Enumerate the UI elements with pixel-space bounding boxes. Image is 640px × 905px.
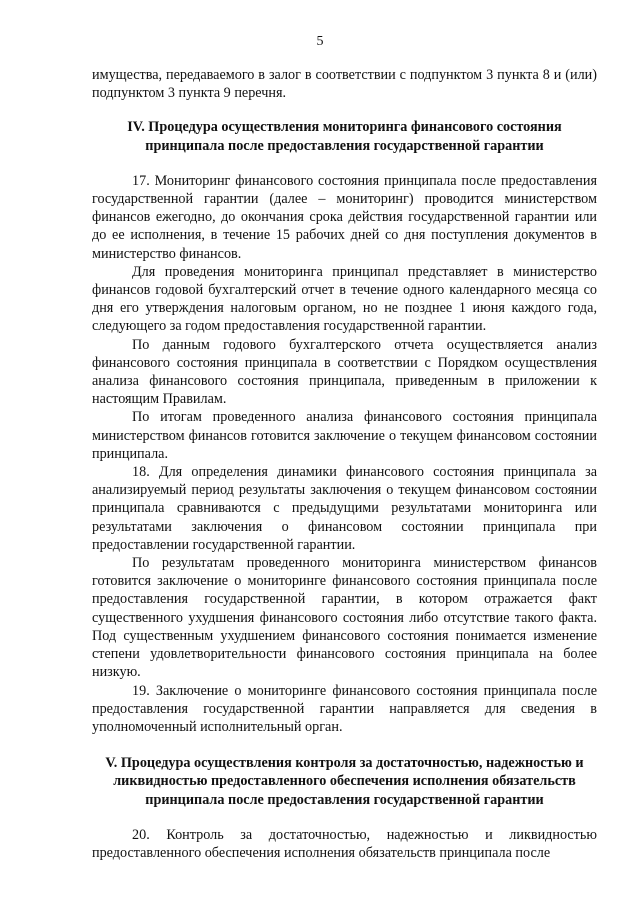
paragraph-19: 19. Заключение о мониторинге финансового состояния принципала после предоставления государственной гарантии направляется для сведения в уполномоченный исполнительный орган. [92,682,597,735]
paragraph-analysis: По данным годового бухгалтерского отчета осуществляется анализ финансового состояния принципала в соответствии с Порядком осуществления анализа финансового состояния принципала, приведенным в приложении к настоящим Правилам. [92,336,597,408]
paragraph-18: 18. Для определения динамики финансового состояния принципала за анализируемый период результаты заключения о текущем финансовом состоянии принципала сравниваются с предыдущими результатами мониторинга или результатами заключения о финансовом состоянии принципала при предоставлении государственной гарантии. [92,464,597,553]
paragraph-17: 17. Мониторинг финансового состояния принципала после предоставления государственной гарантии (далее – мониторинг) проводится министерством финансов ежегодно, до окончания срока действия государственной гарантии или до ее исполнения, в течение 15 рабочих дней со дня поступления документов в министерство финансов. [92,172,597,262]
paragraph-20: 20. Контроль за достаточностью, надежностью и ликвидностью предоставленного обеспечения исполнения обязательств принципала после [92,826,597,861]
intro-paragraph: имущества, передаваемого в залог в соответствии с подпунктом 3 пункта 8 и (или) подпунктом 3 пункта 9 перечня. [92,67,597,102]
section-iv-heading: IV. Процедура осуществления мониторинга финансового состояния принципала после предоставления государственной гарантии [127,119,562,154]
document-body [92,66,597,862]
paragraph-conclusion: По итогам проведенного анализа финансового состояния принципала министерством финансов готовится заключение о текущем финансовом состоянии принципала. [92,409,597,462]
paragraph-monitoring-report: Для проведения мониторинга принципал представляет в министерство финансов годовой бухгалтерский отчет в течение одного календарного месяца со дня его утверждения налоговым органом, но не позднее 1 июня каждого года, следующего за годом предоставления государственной гарантии. [92,263,597,335]
page-number: 5 [316,34,324,49]
section-v-heading: V. Процедура осуществления контроля за достаточностью, надежностью и ликвидностью предоставленного обеспечения исполнения обязательств принципала после предоставления государственной гарантии [105,755,584,808]
paragraph-monitoring-results: По результатам проведенного мониторинга министерством финансов готовится заключение о мониторинге финансового состояния принципала после предоставления государственной гарантии, в котором отражается факт существенного ухудшения финансового состояния либо отсутствие такого факта. Под существенным ухудшением финансового состояния понимается изменение степени удовлетворительности финансового состояния принципала на более низкую. [92,555,597,681]
